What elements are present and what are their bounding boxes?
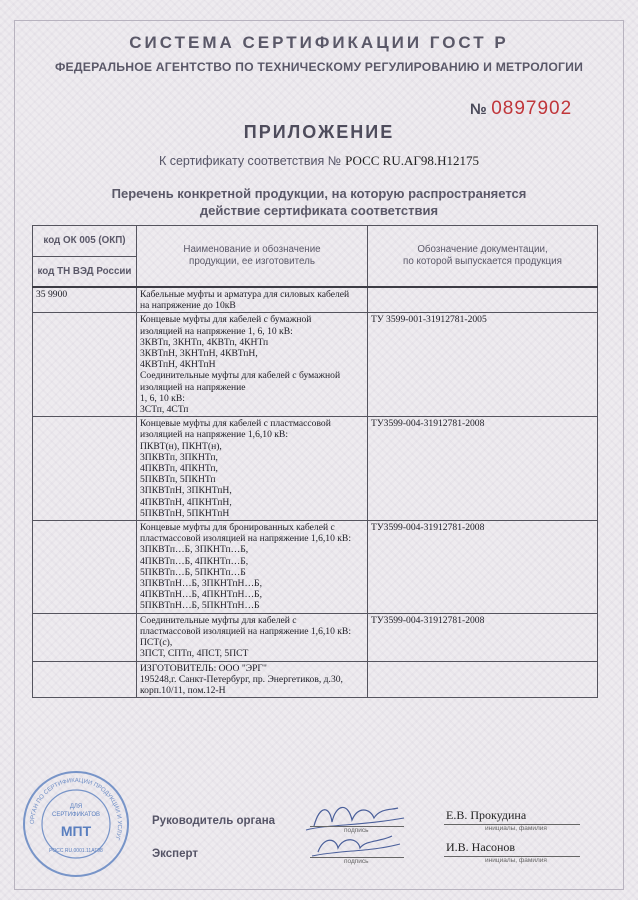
stamp-ring-text: ОРГАН ПО СЕРТИФИКАЦИИ ПРОДУКЦИИ И УСЛУГ [29,777,123,841]
cell-documentation [368,287,598,313]
product-line: изоляцией на напряжение 1,6,10 кВ: [140,429,288,441]
cell-code [33,417,137,521]
cell-product [137,661,368,698]
header-line: продукции, ее изготовитель [189,256,315,267]
table-row [33,661,598,698]
header-okp-code: код ОК 005 (ОКП) [33,226,137,257]
header-product-name [137,226,368,288]
certificate-number: РОСС RU.АГ98.Н12175 [345,153,480,168]
product-line: на напряжение до 10кВ [140,300,236,312]
product-line: 4ПКВТп, 4ПКНТп, [140,463,218,475]
product-line: Концевые муфты для кабелей с пластмассовой [140,418,331,430]
cell-product [137,613,368,661]
product-line: изоляцией на напряжение [140,381,246,393]
stamp-bottom-text: РОСС RU.0001.11АГ98 [49,848,103,854]
stamp-logo: МПТ [60,823,92,839]
agency-heading: ФЕДЕРАЛЬНОЕ АГЕНТСТВО ПО ТЕХНИЧЕСКОМУ РЕГУЛИРОВАНИЮ И МЕТРОЛОГИИ [54,60,584,74]
product-line: 4ПКВТпН, 4ПКНТпН, [140,496,232,508]
cell-code [33,313,137,417]
page-title: ПРИЛОЖЕНИЕ [243,122,395,142]
serial-number [470,98,572,120]
product-line: пластмассовой изоляцией на напряжение 1,6,10 кВ: [140,533,351,545]
header-line: Наименование и обозначение [183,244,321,255]
product-line: 4ПКВТп…Б, 4ПКНТп…Б, [140,555,249,567]
product-line: корп.10/11, пом.12-Н [140,684,226,696]
certificate-reference [0,153,638,169]
name-caption: инициалы, фамилия [485,825,547,832]
table-row [33,613,598,661]
product-line: Концевые муфты для бронированных кабелей с [140,522,335,534]
cell-product [137,417,368,521]
product-line: 3ПКВТпН, 3ПКНТпН, [140,485,232,497]
cell-code [33,521,137,614]
cell-documentation: ТУ 3599-001-31912781-2005 [368,313,598,417]
cell-documentation: ТУ3599-004-31912781-2008 [368,613,598,661]
product-line: Концевые муфты для кабелей с бумажной [140,314,312,326]
cell-documentation: ТУ3599-004-31912781-2008 [368,417,598,521]
header-line: по которой выпускается продукция [403,256,562,267]
table-row [33,313,598,417]
product-line: 5ПКВТп, 5ПКНТп [140,474,216,486]
number-sign: № [470,101,487,118]
certification-stamp [20,768,132,880]
product-line: Соединительные муфты для кабелей с [140,614,297,626]
products-table [32,225,598,698]
product-line: Соединительные муфты для кабелей с бумажной [140,370,341,382]
cell-product [137,521,368,614]
head-name: Е.В. Прокудина [446,808,527,822]
stamp-center-top: ДЛЯ [69,804,83,810]
product-line: 5ПКВТпН…Б, 5ПКНТпН…Б [140,600,260,612]
cell-code [33,613,137,661]
header-line: Обозначение документации, [417,244,548,255]
cell-product [137,287,368,313]
header-tnved-code: код ТН ВЭД России [33,257,137,288]
signature-caption: подпись [344,858,369,865]
list-heading-line-1: Перечень конкретной продукции, на которую распространяется [111,186,527,201]
signature-caption: подпись [344,827,369,834]
expert-name: И.В. Насонов [446,840,516,854]
product-line: 4КВТпН, 4КНТпН [140,359,216,371]
expert-label: Эксперт [152,848,199,860]
name-caption: инициалы, фамилия [485,857,547,864]
product-line: 3КВТп, 3КНТп, 4КВТп, 4КНТп [140,336,269,348]
table-row [33,521,598,614]
list-heading-line-2: действие сертификата соответствия [199,203,439,218]
product-line: 3СТп, 4СТп [140,404,189,416]
product-line: 3ПКВТпН…Б, 3ПКНТпН…Б, [140,578,262,590]
system-heading: СИСТЕМА СЕРТИФИКАЦИИ ГОСТ Р [129,33,509,52]
header-documentation [368,226,598,288]
product-line: ПКВТ(н), ПКНТ(н), [140,440,222,452]
product-line: 5ПКВТпН, 5ПКНТпН [140,507,230,519]
product-line: 4ПКВТпН…Б, 4ПКНТпН…Б, [140,589,262,601]
certificate-label: К сертификату соответствия № [158,154,342,168]
table-row [33,287,598,313]
product-line: пластмассовой изоляцией на напряжение 1,6,10 кВ: [140,625,351,637]
cell-documentation [368,661,598,698]
product-line: 3ПКВТп, 3ПКНТп, [140,451,218,463]
cell-code: 35 9900 [33,287,137,313]
product-line: ИЗГОТОВИТЕЛЬ: ООО "ЭРГ" [140,662,267,674]
table-row [33,417,598,521]
product-line: 1, 6, 10 кВ: [140,392,185,404]
product-line: 3ПСТ, СПТп, 4ПСТ, 5ПСТ [140,648,249,660]
product-line: 195248,г. Санкт-Петербург, пр. Энергетиков, д.30, [140,673,343,685]
product-line: 5ПКВТп…Б, 5ПКНТп…Б [140,566,246,578]
cell-code [33,661,137,698]
product-line: 3КВТпН, 3КНТпН, 4КВТпН, [140,348,258,360]
serial-value: 0897902 [491,98,573,119]
cell-documentation: ТУ3599-004-31912781-2008 [368,521,598,614]
product-line: ПСТ(с), [140,637,173,649]
product-line: Кабельные муфты и арматура для силовых кабелей [140,289,350,300]
stamp-center-mid: СЕРТИФИКАТОВ [51,812,101,818]
product-line: 3ПКВТп…Б, 3ПКНТп…Б, [140,544,249,556]
head-label: Руководитель органа [152,815,276,827]
cell-product [137,313,368,417]
product-line: изоляцией на напряжение 1, 6, 10 кВ: [140,325,293,337]
